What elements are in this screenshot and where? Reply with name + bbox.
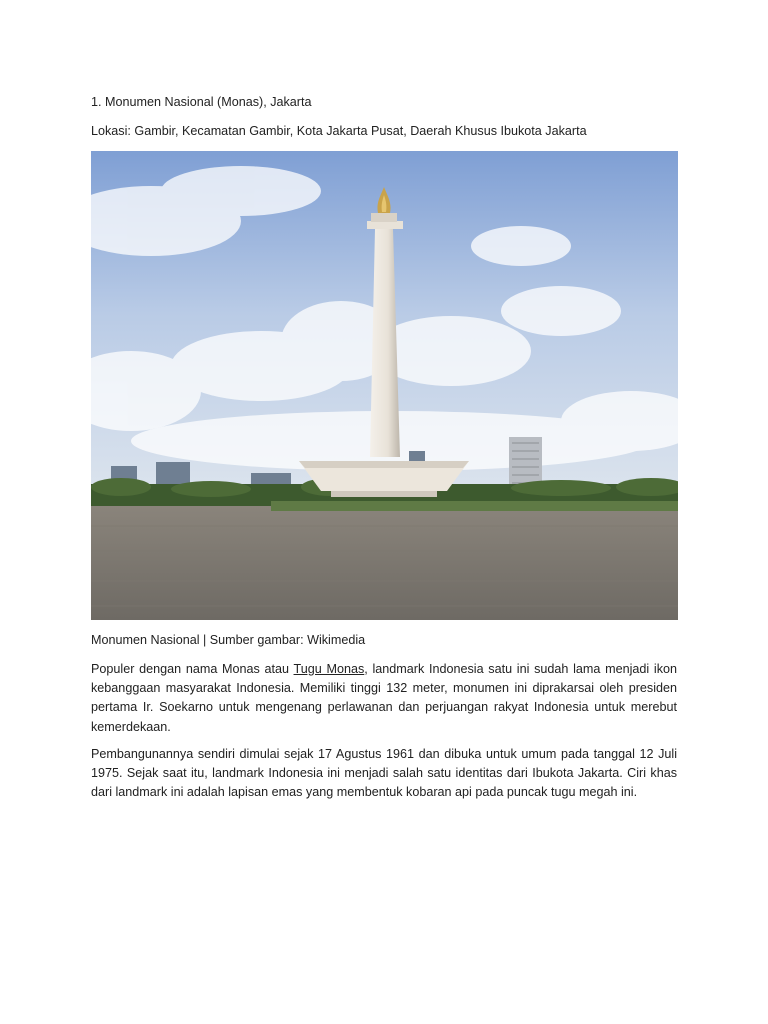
- monas-photo: [91, 151, 678, 620]
- paragraph-1-body: , landmark Indonesia satu ini sudah lama menjadi ikon kebanggaan masyarakat Indonesia. Memiliki tinggi 132 meter, monumen ini diprakarsai oleh presiden pertama Ir. Soekarno untuk mengenang perlawanan dan perjuangan rakyat Indonesia untuk merebut kemerdekaan.: [91, 662, 678, 734]
- section-heading: 1. Monumen Nasional (Monas), Jakarta: [91, 95, 312, 109]
- photo-caption: Monumen Nasional | Sumber gambar: Wikimedia: [91, 633, 366, 647]
- location-line: Lokasi: Gambir, Kecamatan Gambir, Kota Jakarta Pusat, Daerah Khusus Ibukota Jakarta: [91, 124, 587, 138]
- paragraph-2: Pembangunannya sendiri dimulai sejak 17 Agustus 1961 dan dibuka untuk umum pada tanggal 12 Juli 1975. Sejak saat itu, landmark Indonesia ini menjadi salah satu identitas dari Ibukota Jakarta. Ciri khas dari landmark ini adalah lapisan emas yang membentuk kobaran api pada puncak tugu megah ini.: [91, 747, 677, 800]
- paragraph-1: [91, 660, 677, 737]
- paragraph-1-intro: Populer dengan nama Monas atau: [91, 662, 294, 676]
- tugu-monas-link[interactable]: Tugu Monas: [293, 662, 365, 676]
